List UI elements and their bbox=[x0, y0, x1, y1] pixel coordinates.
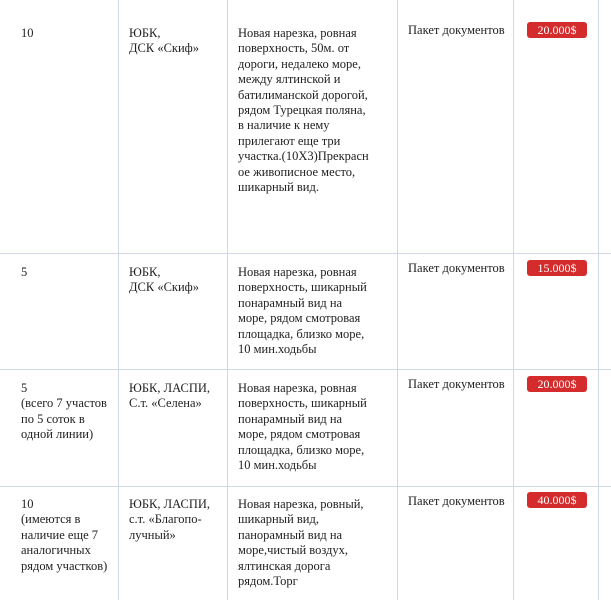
documents-value: Пакет документов bbox=[408, 261, 505, 275]
price-badge: 20.000$ bbox=[527, 22, 587, 38]
area-value: 10 (имеются в наличие еще 7 аналогичных рядом участков) bbox=[21, 497, 108, 573]
description-value: Новая нарезка, ровная поверхность, шикарный понарамный вид на море, рядом смотровая площадка, близко море, 10 мин.ходьбы bbox=[238, 265, 367, 357]
area-value: 5 bbox=[21, 265, 28, 279]
area-value: 10 bbox=[21, 26, 34, 40]
column-divider bbox=[397, 0, 398, 600]
location-value: ЮБК, ДСК «Скиф» bbox=[129, 26, 200, 56]
price-badge: 20.000$ bbox=[527, 376, 587, 392]
description-value: Новая нарезка, ровная поверхность, шикарный понарамный вид на море, рядом смотровая площадка, близко море, 10 мин.ходьбы bbox=[238, 381, 367, 473]
row-divider bbox=[0, 369, 611, 370]
price-badge: 40.000$ bbox=[527, 492, 587, 508]
column-divider bbox=[227, 0, 228, 600]
area-value: 5 (всего 7 участов по 5 соток в одной линии) bbox=[21, 381, 107, 442]
documents-value: Пакет документов bbox=[408, 23, 505, 37]
documents-value: Пакет документов bbox=[408, 494, 505, 508]
location-value: ЮБК, ДСК «Скиф» bbox=[129, 265, 200, 295]
description-value: Новая нарезка, ровный, шикарный вид, панорамный вид на море,чистый воздух, ялтинская дорога рядом.Торг bbox=[238, 497, 364, 589]
location-value: ЮБК, ЛАСПИ, с.т. «Благопо- лучный» bbox=[129, 497, 211, 542]
documents-value: Пакет документов bbox=[408, 377, 505, 391]
description-value: Новая нарезка, ровная поверхность, 50м. от дороги, недалеко море, между ялтинской и батилиманской дорогой, рядом Турецкая поляна, в наличие к нему прилегают еще три участка.(10Х3)Прекрасн ое живописное место, шикарный вид. bbox=[238, 26, 369, 195]
location-value: ЮБК, ЛАСПИ, С.т. «Селена» bbox=[129, 381, 211, 411]
price-badge: 15.000$ bbox=[527, 260, 587, 276]
row-divider bbox=[0, 486, 611, 487]
column-divider bbox=[513, 0, 514, 600]
column-divider bbox=[598, 0, 599, 600]
row-divider bbox=[0, 253, 611, 254]
column-divider bbox=[118, 0, 119, 600]
